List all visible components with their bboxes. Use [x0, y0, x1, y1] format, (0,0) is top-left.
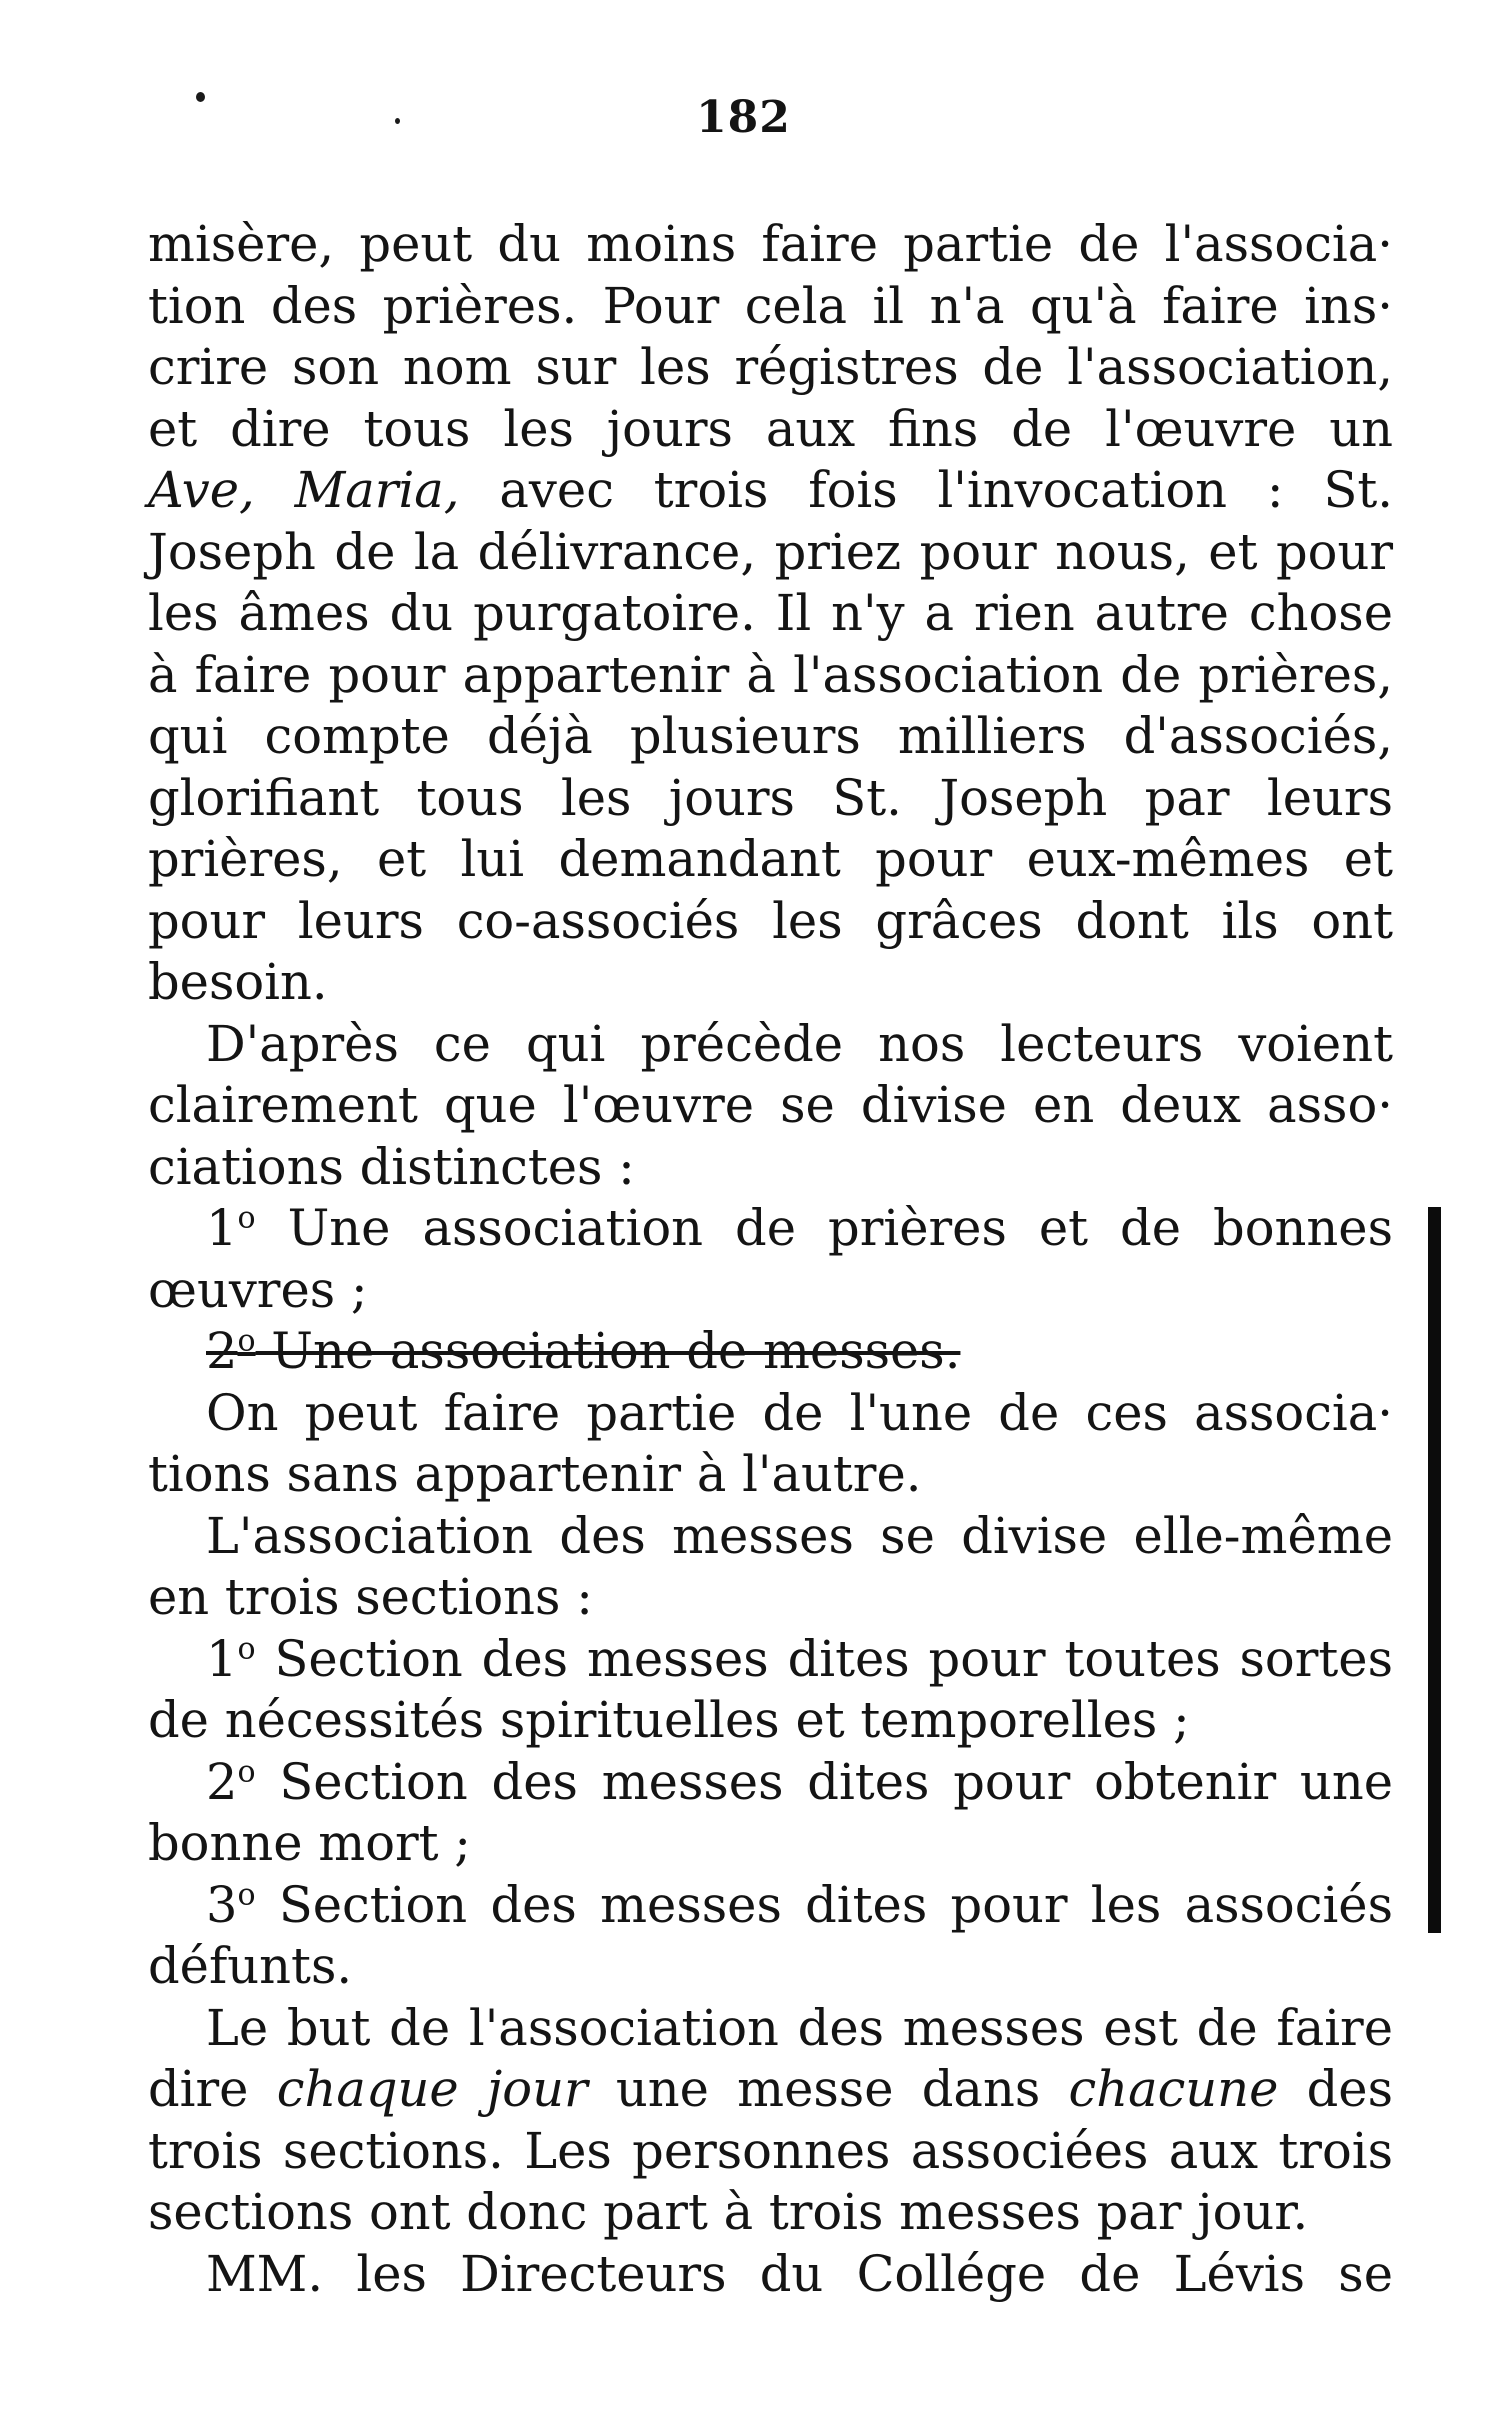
text-line: L'association des messes se divise elle-même [206, 1506, 1393, 1565]
text-line: trois sections. Les personnes associées aux trois [148, 2121, 1393, 2180]
text-run: Section des messes dites pour toutes sortes [255, 1629, 1393, 1688]
text-line: œuvres ; [148, 1260, 368, 1319]
list-number: 2 [206, 1322, 238, 1380]
ordinal-sup: o [237, 1200, 256, 1236]
body-text [148, 214, 1393, 2305]
text-run: des [1278, 2060, 1393, 2118]
text-line: besoin. [148, 953, 328, 1011]
list-number: 1 [206, 1629, 238, 1688]
text-line: D'après ce qui précède nos lecteurs voient [206, 1014, 1393, 1073]
text-run: Section des messes dites pour les associés [255, 1875, 1393, 1934]
ordinal-sup: o [237, 1323, 256, 1359]
text-line: qui compte déjà plusieurs milliers d'associés, [148, 707, 1393, 765]
list-number: 1 [206, 1199, 238, 1257]
text-line: pour leurs co-associés les grâces dont ils ont [148, 891, 1393, 950]
text-run: Une association de messes. [255, 1322, 961, 1380]
list-item [148, 1198, 1393, 1260]
text-run: Section des messes dites pour obtenir une [255, 1752, 1393, 1811]
text-run: avec trois fois l'invocation : St. [459, 461, 1393, 519]
text-line: en trois sections : [148, 1568, 593, 1626]
list-item [148, 1875, 1393, 1937]
list-item [148, 1629, 1393, 1691]
text-line: à faire pour appartenir à l'association de prières, [148, 645, 1393, 704]
italic-text: chacune [1068, 2060, 1279, 2118]
text-line: tion des prières. Pour cela il n'a qu'à faire ins· [148, 276, 1393, 335]
text-line: On peut faire partie de l'une de ces associa· [206, 1383, 1393, 1442]
text-run: dire [148, 2060, 277, 2118]
text-line: bonne mort ; [148, 1814, 471, 1872]
text-line: Joseph de la délivrance, priez pour nous, et pour [148, 522, 1393, 581]
text-line: et dire tous les jours aux fins de l'œuvre un [148, 399, 1393, 458]
text-line: tions sans appartenir à l'autre. [148, 1445, 922, 1503]
text-line [148, 2059, 1393, 2121]
text-line: MM. les Directeurs du Collége de Lévis se [206, 2244, 1393, 2303]
text-line: clairement que l'œuvre se divise en deux asso· [148, 1076, 1393, 1134]
italic-text: chaque jour [276, 2060, 588, 2118]
text-line: prières, et lui demandant pour eux-mêmes et [148, 830, 1393, 888]
text-line: de nécessités spirituelles et temporelles ; [148, 1691, 1190, 1749]
italic-text: Ave, Maria, [148, 461, 460, 519]
page-number: 182 [696, 92, 791, 143]
text-line: les âmes du purgatoire. Il n'y a rien autre chose [148, 584, 1393, 642]
text-line: ciations distinctes : [148, 1137, 635, 1196]
text-line: misère, peut du moins faire partie de l'associa· [148, 215, 1393, 273]
text-line: crire son nom sur les régistres de l'association, [148, 338, 1393, 396]
text-line: défunts. [148, 1937, 353, 1995]
ordinal-sup: o [237, 1877, 256, 1912]
list-item [148, 1752, 1393, 1814]
text-line: sections ont donc part à trois messes par jour. [148, 2183, 1309, 2241]
text-run: Une association de prières et de bonnes [255, 1199, 1393, 1257]
text-line: glorifiant tous les jours St. Joseph par leurs [148, 768, 1393, 827]
list-number: 3 [206, 1875, 238, 1934]
list-item [148, 1321, 1393, 1383]
text-run: une messe dans [587, 2060, 1069, 2118]
text-line [148, 460, 1393, 522]
ordinal-sup: o [237, 1754, 256, 1789]
ordinal-sup: o [237, 1631, 256, 1666]
margin-bar [1428, 1207, 1441, 1933]
list-number: 2 [206, 1752, 238, 1811]
text-line: Le but de l'association des messes est de faire [206, 1998, 1393, 2057]
